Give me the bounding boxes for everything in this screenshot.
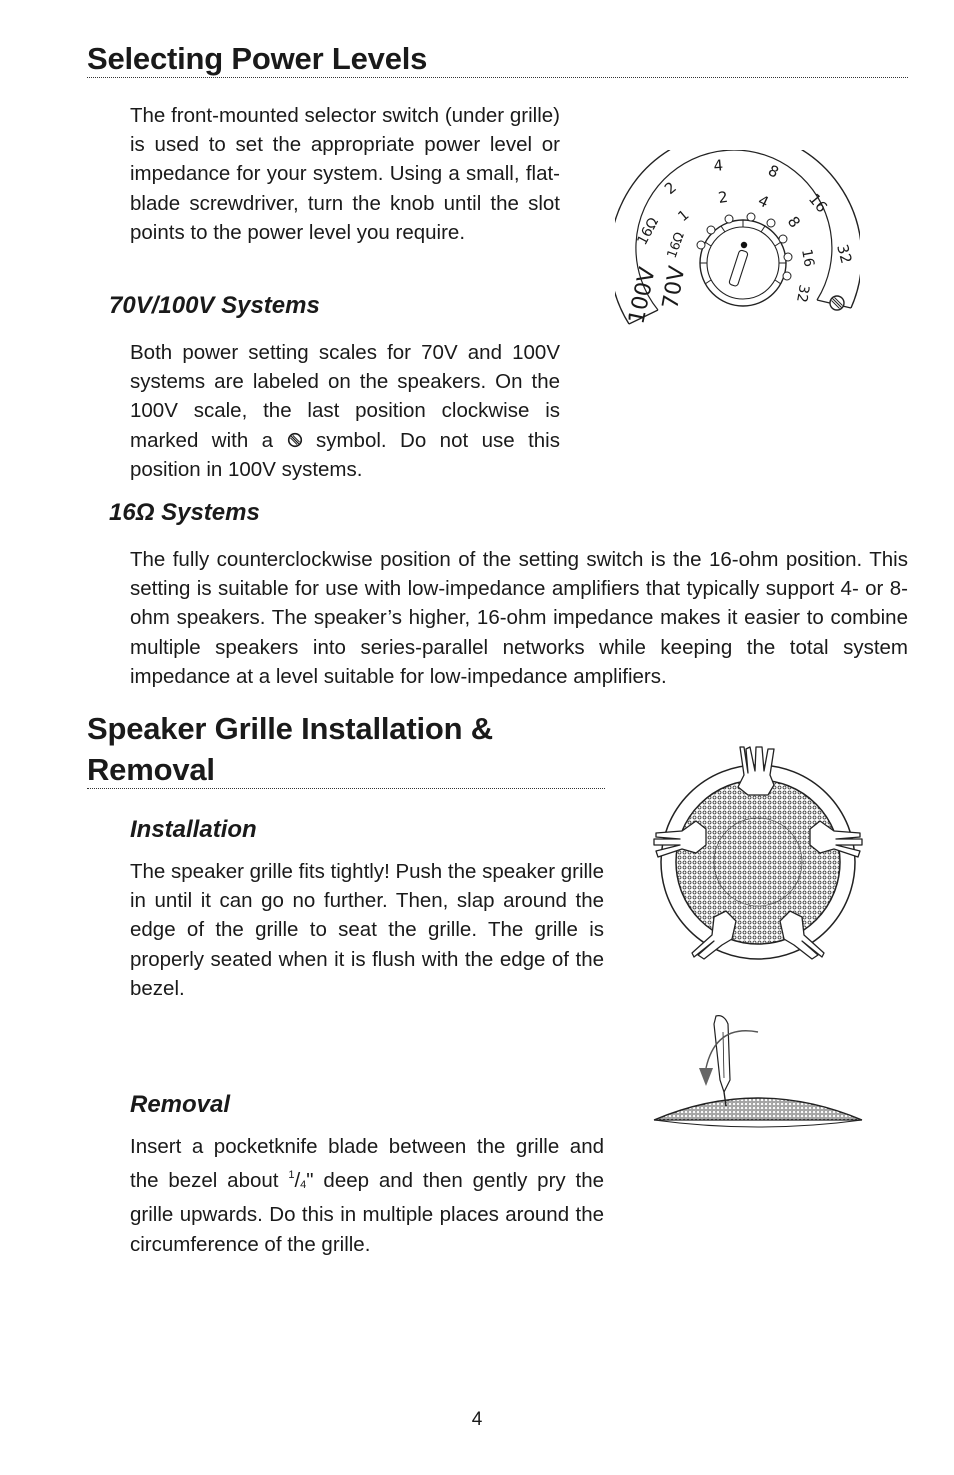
removal-text-part1: Insert a pocketknife blade between the grille and the bezel about [130, 1135, 604, 1193]
selector-dial-illustration [615, 150, 860, 335]
subheading-70v-100v: 70V/100V Systems [109, 292, 320, 319]
section-title-power-levels: Selecting Power Levels [87, 41, 428, 76]
installation-text: The speaker grille fits tightly! Push the speaker grille in until it can go no further. Then, slap around the edge of the grille to seat the grille. The grille is properly seated when it is flush with the edge of the bezel. [130, 860, 605, 1000]
dial-label-100v: 100V [624, 265, 661, 327]
subheading-removal: Removal [130, 1091, 231, 1118]
dial-inner-label: 4 [755, 191, 772, 212]
section-title-grille-line1: Speaker Grille Installation & [87, 711, 493, 746]
dial-inner-label: 32 [792, 283, 812, 304]
systems-16-ohm-text: The fully counterclockwise position of the setting switch is the 16-ohm position. This setting is suitable for use with low-impedance amplifiers that typically support 4- or 8-ohm speakers. The speaker’s higher, 16-ohm impedance makes it easier to combine multiple speakers into series-parallel networks while keeping the total system impedance at a level suitable for low-impedance amplifiers. [130, 548, 908, 688]
section-divider [87, 77, 908, 78]
grille-installation-illustration [652, 745, 864, 960]
dial-outer-label: 4 [712, 156, 724, 175]
section-title-grille-line2: Removal [87, 752, 215, 787]
dial-inner-label: 16 [798, 247, 817, 269]
systems-70v-100v-text [130, 338, 560, 484]
subheading-16-ohm: 16Ω Systems [109, 499, 260, 526]
dial-outer-label: 8 [765, 161, 782, 182]
dial-outer-label: 16Ω [634, 215, 662, 248]
dial-label-70v: 70V [658, 264, 691, 312]
dial-no-use-symbol-icon [830, 296, 844, 310]
dial-inner-label: 1 [675, 207, 693, 226]
systems-70v-100v-text-part2: symbol. Do not use this position in 100V systems. [130, 428, 560, 481]
dial-outer-label: 2 [661, 178, 680, 199]
dial-outer-label: 32 [833, 242, 856, 266]
removal-text-part2: " deep and then gently pry the grille upwards. Do this in multiple places around the circumference of the grille. [130, 1169, 604, 1256]
systems-70v-100v-text-part1: Both power setting scales for 70V and 100V systems are labeled on the speakers. On the 100V scale, the last position clockwise is marked with a [130, 341, 560, 452]
fraction-denominator: 4 [300, 1179, 307, 1192]
dial-outer-label: 16 [804, 190, 831, 217]
dial-inner-label: 8 [783, 212, 804, 232]
no-use-symbol-icon [287, 427, 303, 443]
dial-inner-label: 16Ω [664, 230, 688, 261]
grille-removal-illustration [650, 1012, 866, 1132]
removal-text: Insert a pocketknife blade between the grille and the bezel about $^1/_4$" deep and then gently pry the grille upwards. Do this in multiple places around the circumference of the grille. [130, 1135, 604, 1256]
power-levels-intro: The front-mounted selector switch (under grille) is used to set the appropriate power level or impedance for your system. Using a small, flat-blade screwdriver, turn the knob until the slot points to the power level you require. [130, 104, 560, 244]
page-number: 4 [471, 1409, 483, 1430]
section-divider [87, 788, 605, 789]
fraction-numerator: 1 [288, 1169, 295, 1182]
subheading-installation: Installation [130, 816, 257, 843]
dial-inner-label: 2 [717, 187, 730, 207]
